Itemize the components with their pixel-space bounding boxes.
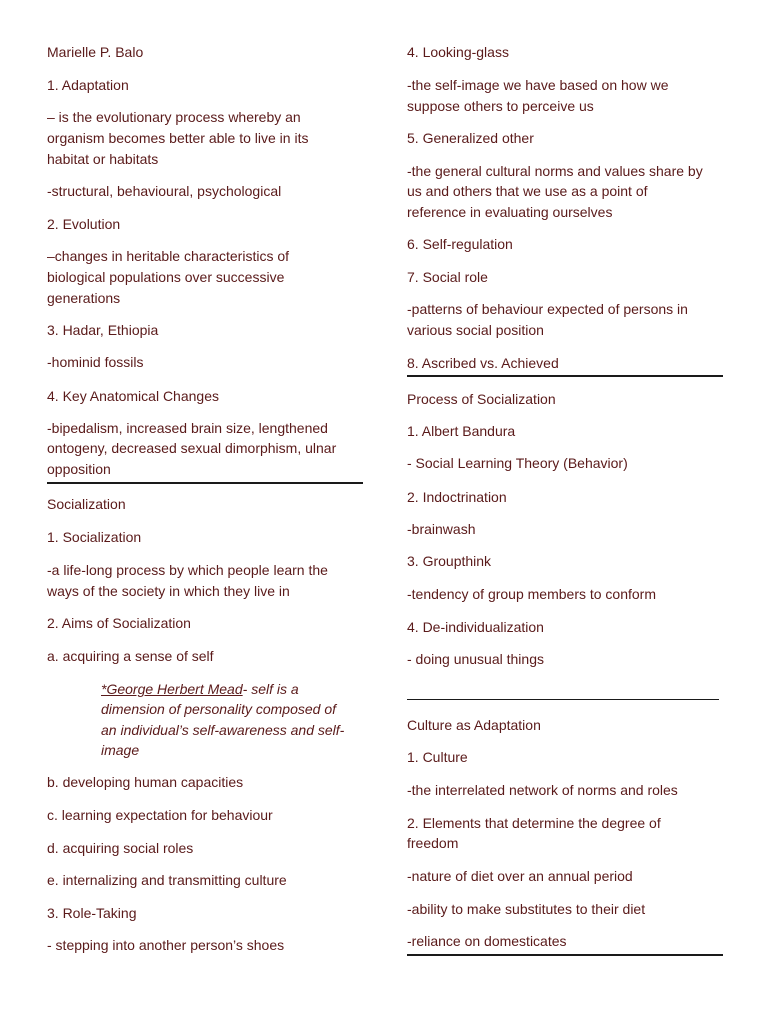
evolution-definition-line: biological populations over successive — [47, 269, 285, 285]
culture-definition: -the interrelated network of norms and roles — [407, 782, 678, 798]
adaptation-title: 1. Adaptation — [47, 77, 129, 93]
aim-a: a. acquiring a sense of self — [47, 648, 214, 664]
hadar-definition: -hominid fossils — [47, 354, 144, 370]
social-role-definition-line: various social position — [407, 322, 544, 338]
elements-title-line: 2. Elements that determine the degree of — [407, 815, 661, 831]
deindividualization-definition: - doing unusual things — [407, 651, 544, 667]
anatomical-changes-line: -bipedalism, increased brain size, lengthened — [47, 420, 328, 436]
adaptation-definition-line: organism becomes better able to live in its — [47, 130, 309, 146]
social-role-definition-line: -patterns of behaviour expected of persons in — [407, 301, 688, 317]
generalized-other-definition-line: -the general cultural norms and values share by — [407, 163, 703, 179]
indoctrination-title: 2. Indoctrination — [407, 489, 507, 505]
role-taking-title: 3. Role-Taking — [47, 905, 137, 921]
socialization-definition-line: ways of the society in which they live in — [47, 583, 290, 599]
anatomical-changes-line: opposition — [47, 461, 111, 477]
elements-substitutes: -ability to make substitutes to their diet — [407, 901, 646, 917]
indoctrination-definition: -brainwash — [407, 521, 476, 537]
elements-diet: -nature of diet over an annual period — [407, 868, 633, 884]
process-heading: Process of Socialization — [407, 391, 556, 407]
culture-heading: Culture as Adaptation — [407, 717, 541, 733]
hadar-title: 3. Hadar, Ethiopia — [47, 322, 159, 338]
author-name: Marielle P. Balo — [47, 44, 144, 60]
section-divider — [407, 375, 723, 377]
mead-quote-start: - self is a — [242, 681, 299, 697]
mead-name: *George Herbert Mead — [101, 681, 243, 697]
elements-domesticates: -reliance on domesticates — [407, 933, 567, 949]
aim-e: e. internalizing and transmitting culture — [47, 872, 287, 888]
culture-title: 1. Culture — [407, 749, 468, 765]
evolution-definition-line: generations — [47, 290, 121, 306]
elements-title-line: freedom — [407, 835, 459, 851]
aim-b: b. developing human capacities — [47, 774, 244, 790]
evolution-definition-line: –changes in heritable characteristics of — [47, 248, 290, 264]
generalized-other-definition-line: us and others that we use as a point of — [407, 183, 648, 199]
generalized-other-definition-line: reference in evaluating ourselves — [407, 204, 613, 220]
aims-title: 2. Aims of Socialization — [47, 615, 191, 631]
aim-d: d. acquiring social roles — [47, 840, 194, 856]
anatomical-changes-title: 4. Key Anatomical Changes — [47, 388, 219, 404]
adaptation-types: -structural, behavioural, psychological — [47, 183, 282, 199]
looking-glass-title: 4. Looking-glass — [407, 44, 509, 60]
socialization-definition-line: -a life-long process by which people learn the — [47, 562, 328, 578]
groupthink-title: 3. Groupthink — [407, 553, 492, 569]
deindividualization-title: 4. De-individualization — [407, 619, 544, 635]
evolution-title: 2. Evolution — [47, 216, 121, 232]
role-taking-definition: - stepping into another person’s shoes — [47, 937, 285, 953]
generalized-other-title: 5. Generalized other — [407, 130, 534, 146]
section-divider — [47, 482, 363, 484]
mead-quote-line: an individual’s self-awareness and self- — [101, 722, 345, 738]
anatomical-changes-line: ontogeny, decreased sexual dimorphism, ulnar — [47, 440, 337, 456]
socialization-title: 1. Socialization — [47, 529, 142, 545]
ascribed-achieved-title: 8. Ascribed vs. Achieved — [407, 355, 559, 371]
mead-quote-line: dimension of personality composed of — [101, 701, 337, 717]
mead-quote-line — [101, 679, 419, 700]
looking-glass-definition-line: suppose others to perceive us — [407, 98, 594, 114]
social-role-title: 7. Social role — [407, 269, 488, 285]
bandura-title: 1. Albert Bandura — [407, 423, 516, 439]
aim-c: c. learning expectation for behaviour — [47, 807, 273, 823]
self-regulation-title: 6. Self-regulation — [407, 236, 513, 252]
mead-quote-line: image — [101, 742, 140, 758]
bandura-definition: - Social Learning Theory (Behavior) — [407, 455, 628, 471]
adaptation-definition-line: – is the evolutionary process whereby an — [47, 109, 301, 125]
looking-glass-definition-line: -the self-image we have based on how we — [407, 77, 669, 93]
section-divider — [407, 954, 723, 956]
groupthink-definition: -tendency of group members to conform — [407, 586, 657, 602]
section-divider — [407, 699, 719, 700]
adaptation-definition-line: habitat or habitats — [47, 151, 159, 167]
socialization-heading: Socialization — [47, 496, 126, 512]
